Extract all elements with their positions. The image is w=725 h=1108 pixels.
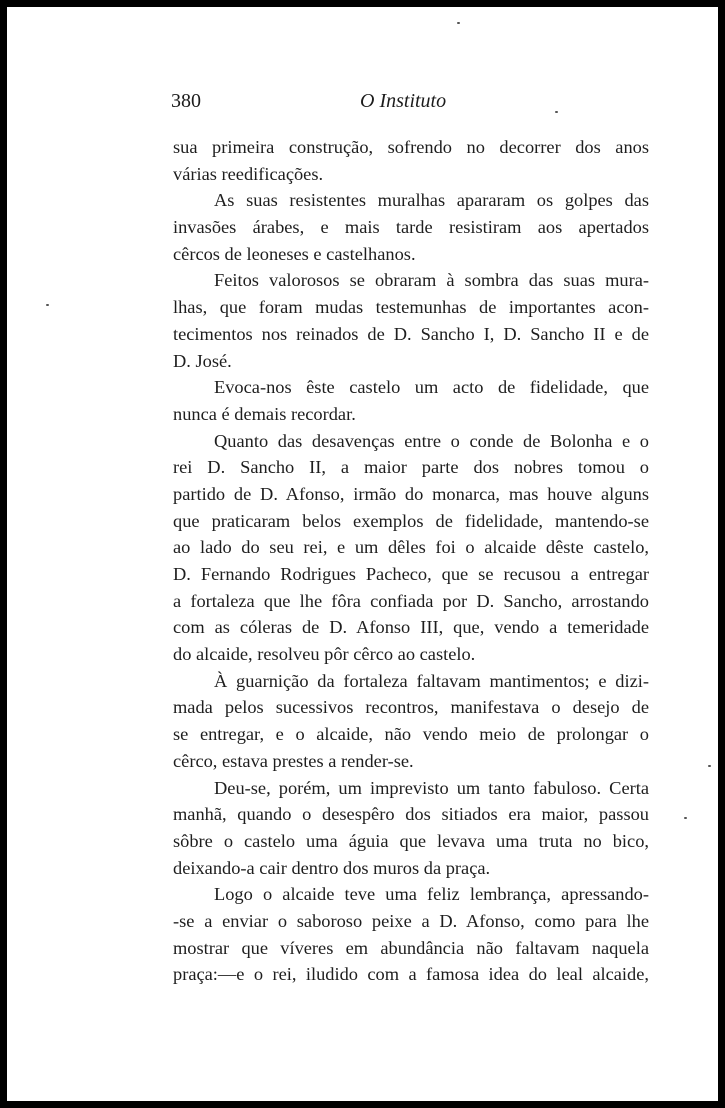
scan-speck: [46, 304, 49, 306]
text-line: várias reedificações.: [173, 163, 324, 184]
text-line: praça:—e o rei, iludido com a famosa idea do leal alcaide,: [173, 964, 649, 985]
book-page: [7, 7, 718, 1101]
text-line: As suas resistentes muralhas apararam os golpes das: [214, 190, 649, 211]
text-line: Evoca-nos êste castelo um acto de fidelidade, que: [214, 377, 649, 398]
text-line: À guarnição da fortaleza faltavam mantimentos; e dizi-: [214, 670, 649, 691]
text-line: nunca é demais recordar.: [173, 403, 356, 424]
text-line: ao lado do seu rei, e um dêles foi o alcaide dêste castelo,: [173, 537, 649, 558]
body-text: [173, 134, 649, 988]
text-line: mostrar que víveres em abundância não faltavam naquela: [173, 937, 649, 958]
text-line: Feitos valorosos se obraram à sombra das suas mura-: [214, 270, 649, 291]
paragraph: [173, 428, 649, 668]
paragraph: [173, 775, 649, 882]
scan-speck: [457, 22, 460, 24]
text-line: a fortaleza que lhe fôra confiada por D. Sancho, arrostando: [173, 590, 649, 611]
text-line: Quanto das desavenças entre o conde de Bolonha e o: [214, 430, 649, 451]
text-line: sua primeira construção, sofrendo no decorrer dos anos: [173, 137, 649, 157]
scan-speck: [684, 817, 687, 819]
page-header: [7, 90, 718, 120]
page-number: 380: [171, 90, 201, 112]
text-line: Logo o alcaide teve uma feliz lembrança, apressando-: [214, 884, 649, 905]
running-title: O Instituto: [360, 90, 447, 112]
paragraph: [173, 668, 649, 775]
text-line: Deu-se, porém, um imprevisto um tanto fabuloso. Certa: [214, 777, 649, 798]
text-line: D. José.: [173, 350, 232, 371]
text-line: cêrco, estava prestes a render-se.: [173, 750, 414, 771]
text-line: mada pelos sucessivos recontros, manifestava o desejo de: [173, 697, 649, 718]
text-line: sôbre o castelo uma águia que levava uma truta no bico,: [173, 830, 649, 851]
scan-speck: [555, 111, 558, 113]
text-line: -se a enviar o saboroso peixe a D. Afonso, como para lhe: [173, 910, 649, 931]
text-line: partido de D. Afonso, irmão do monarca, mas houve alguns: [173, 483, 649, 504]
paragraph: [173, 134, 649, 187]
scan-speck: [708, 765, 711, 767]
text-line: rei D. Sancho II, a maior parte dos nobres tomou o: [173, 457, 649, 478]
paragraph: [173, 374, 649, 427]
paragraph: [173, 187, 649, 267]
text-line: que praticaram belos exemplos de fidelidade, mantendo-se: [173, 510, 649, 531]
text-line: manhã, quando o desespêro dos sitiados era maior, passou: [173, 804, 649, 825]
text-line: com as cóleras de D. Afonso III, que, vendo a temeridade: [173, 617, 649, 638]
text-line: se entregar, e o alcaide, não vendo meio de prolongar o: [173, 724, 649, 745]
text-line: deixando-a cair dentro dos muros da praça.: [173, 857, 491, 878]
text-line: D. Fernando Rodrigues Pacheco, que se recusou a entregar: [173, 564, 649, 584]
paragraph: [173, 881, 649, 988]
text-line: lhas, que foram mudas testemunhas de importantes acon-: [173, 297, 649, 318]
text-line: cêrcos de leoneses e castelhanos.: [173, 243, 416, 264]
paragraph: [173, 267, 649, 374]
text-line: invasões árabes, e mais tarde resistiram aos apertados: [173, 217, 649, 238]
text-line: tecimentos nos reinados de D. Sancho I, D. Sancho II e de: [173, 323, 649, 344]
text-line: do alcaide, resolveu pôr cêrco ao castelo.: [173, 644, 476, 665]
